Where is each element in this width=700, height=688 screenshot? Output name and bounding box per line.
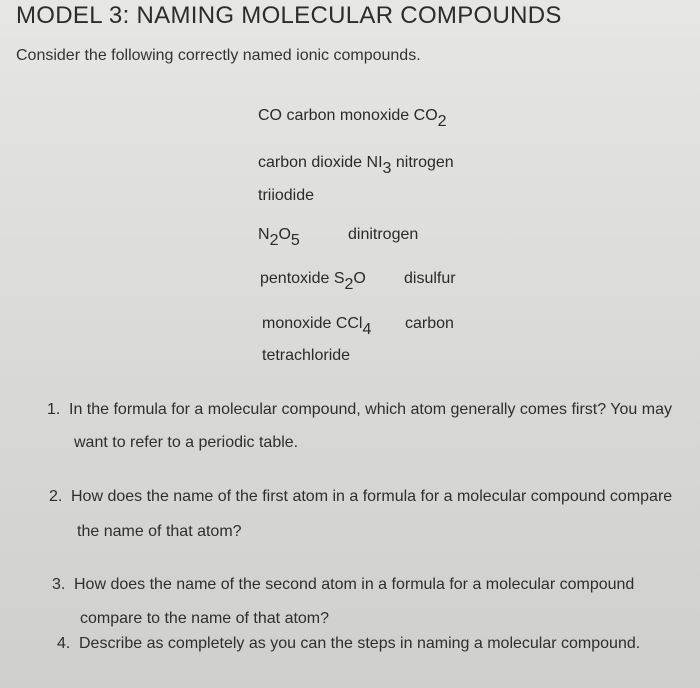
compound-name-disulfur: disulfur bbox=[404, 270, 456, 287]
question-text: How does the name of the second atom in a formula for a molecular compound bbox=[74, 576, 635, 593]
subscript: 5 bbox=[290, 232, 300, 249]
compound-name-dinitrogen: dinitrogen bbox=[348, 226, 419, 243]
compound-line-7: tetrachloride bbox=[262, 347, 351, 364]
compound-line-2 bbox=[258, 154, 454, 177]
compound-line-5-tail: O bbox=[353, 270, 366, 287]
compound-line-2-text: carbon dioxide NI bbox=[258, 154, 383, 171]
formula-o: O bbox=[278, 226, 291, 243]
subscript: 2 bbox=[269, 232, 279, 249]
question-text: In the formula for a molecular compound, which atom generally comes first? You may bbox=[69, 401, 672, 418]
intro-text: Consider the following correctly named ionic compounds. bbox=[16, 47, 421, 64]
compound-line-6-text: monoxide CCl bbox=[262, 315, 363, 332]
question-3 bbox=[52, 576, 634, 594]
question-2-continuation: the name of that atom? bbox=[77, 523, 242, 540]
compound-line-1-text: CO carbon monoxide CO bbox=[258, 107, 438, 124]
compound-line-3: triiodide bbox=[258, 187, 315, 204]
question-1-continuation: want to refer to a periodic table. bbox=[74, 434, 299, 451]
question-text: How does the name of the first atom in a formula for a molecular compound compare bbox=[71, 488, 673, 505]
question-4 bbox=[57, 635, 640, 653]
question-number: 3. bbox=[52, 576, 66, 593]
question-3-continuation: compare to the name of that atom? bbox=[80, 610, 330, 627]
question-text: Describe as completely as you can the steps in naming a molecular compound. bbox=[79, 635, 641, 652]
subscript: 3 bbox=[382, 160, 392, 177]
compound-line-5-text: pentoxide S bbox=[260, 270, 345, 287]
subscript: 2 bbox=[437, 113, 447, 130]
page-title: MODEL 3: NAMING MOLECULAR COMPOUNDS bbox=[16, 2, 562, 29]
compound-line-1 bbox=[258, 107, 447, 130]
question-number: 4. bbox=[57, 635, 71, 652]
compound-line-4 bbox=[258, 226, 300, 249]
compound-line-2-tail: nitrogen bbox=[391, 154, 454, 171]
formula-n: N bbox=[258, 226, 270, 243]
compound-line-6 bbox=[262, 315, 372, 338]
compound-name-carbon: carbon bbox=[405, 315, 454, 332]
question-2 bbox=[49, 488, 672, 506]
question-number: 1. bbox=[47, 401, 61, 418]
question-number: 2. bbox=[49, 488, 63, 505]
question-1 bbox=[47, 401, 672, 419]
compound-line-5 bbox=[260, 270, 366, 293]
subscript: 4 bbox=[362, 321, 372, 338]
subscript: 2 bbox=[344, 276, 354, 293]
